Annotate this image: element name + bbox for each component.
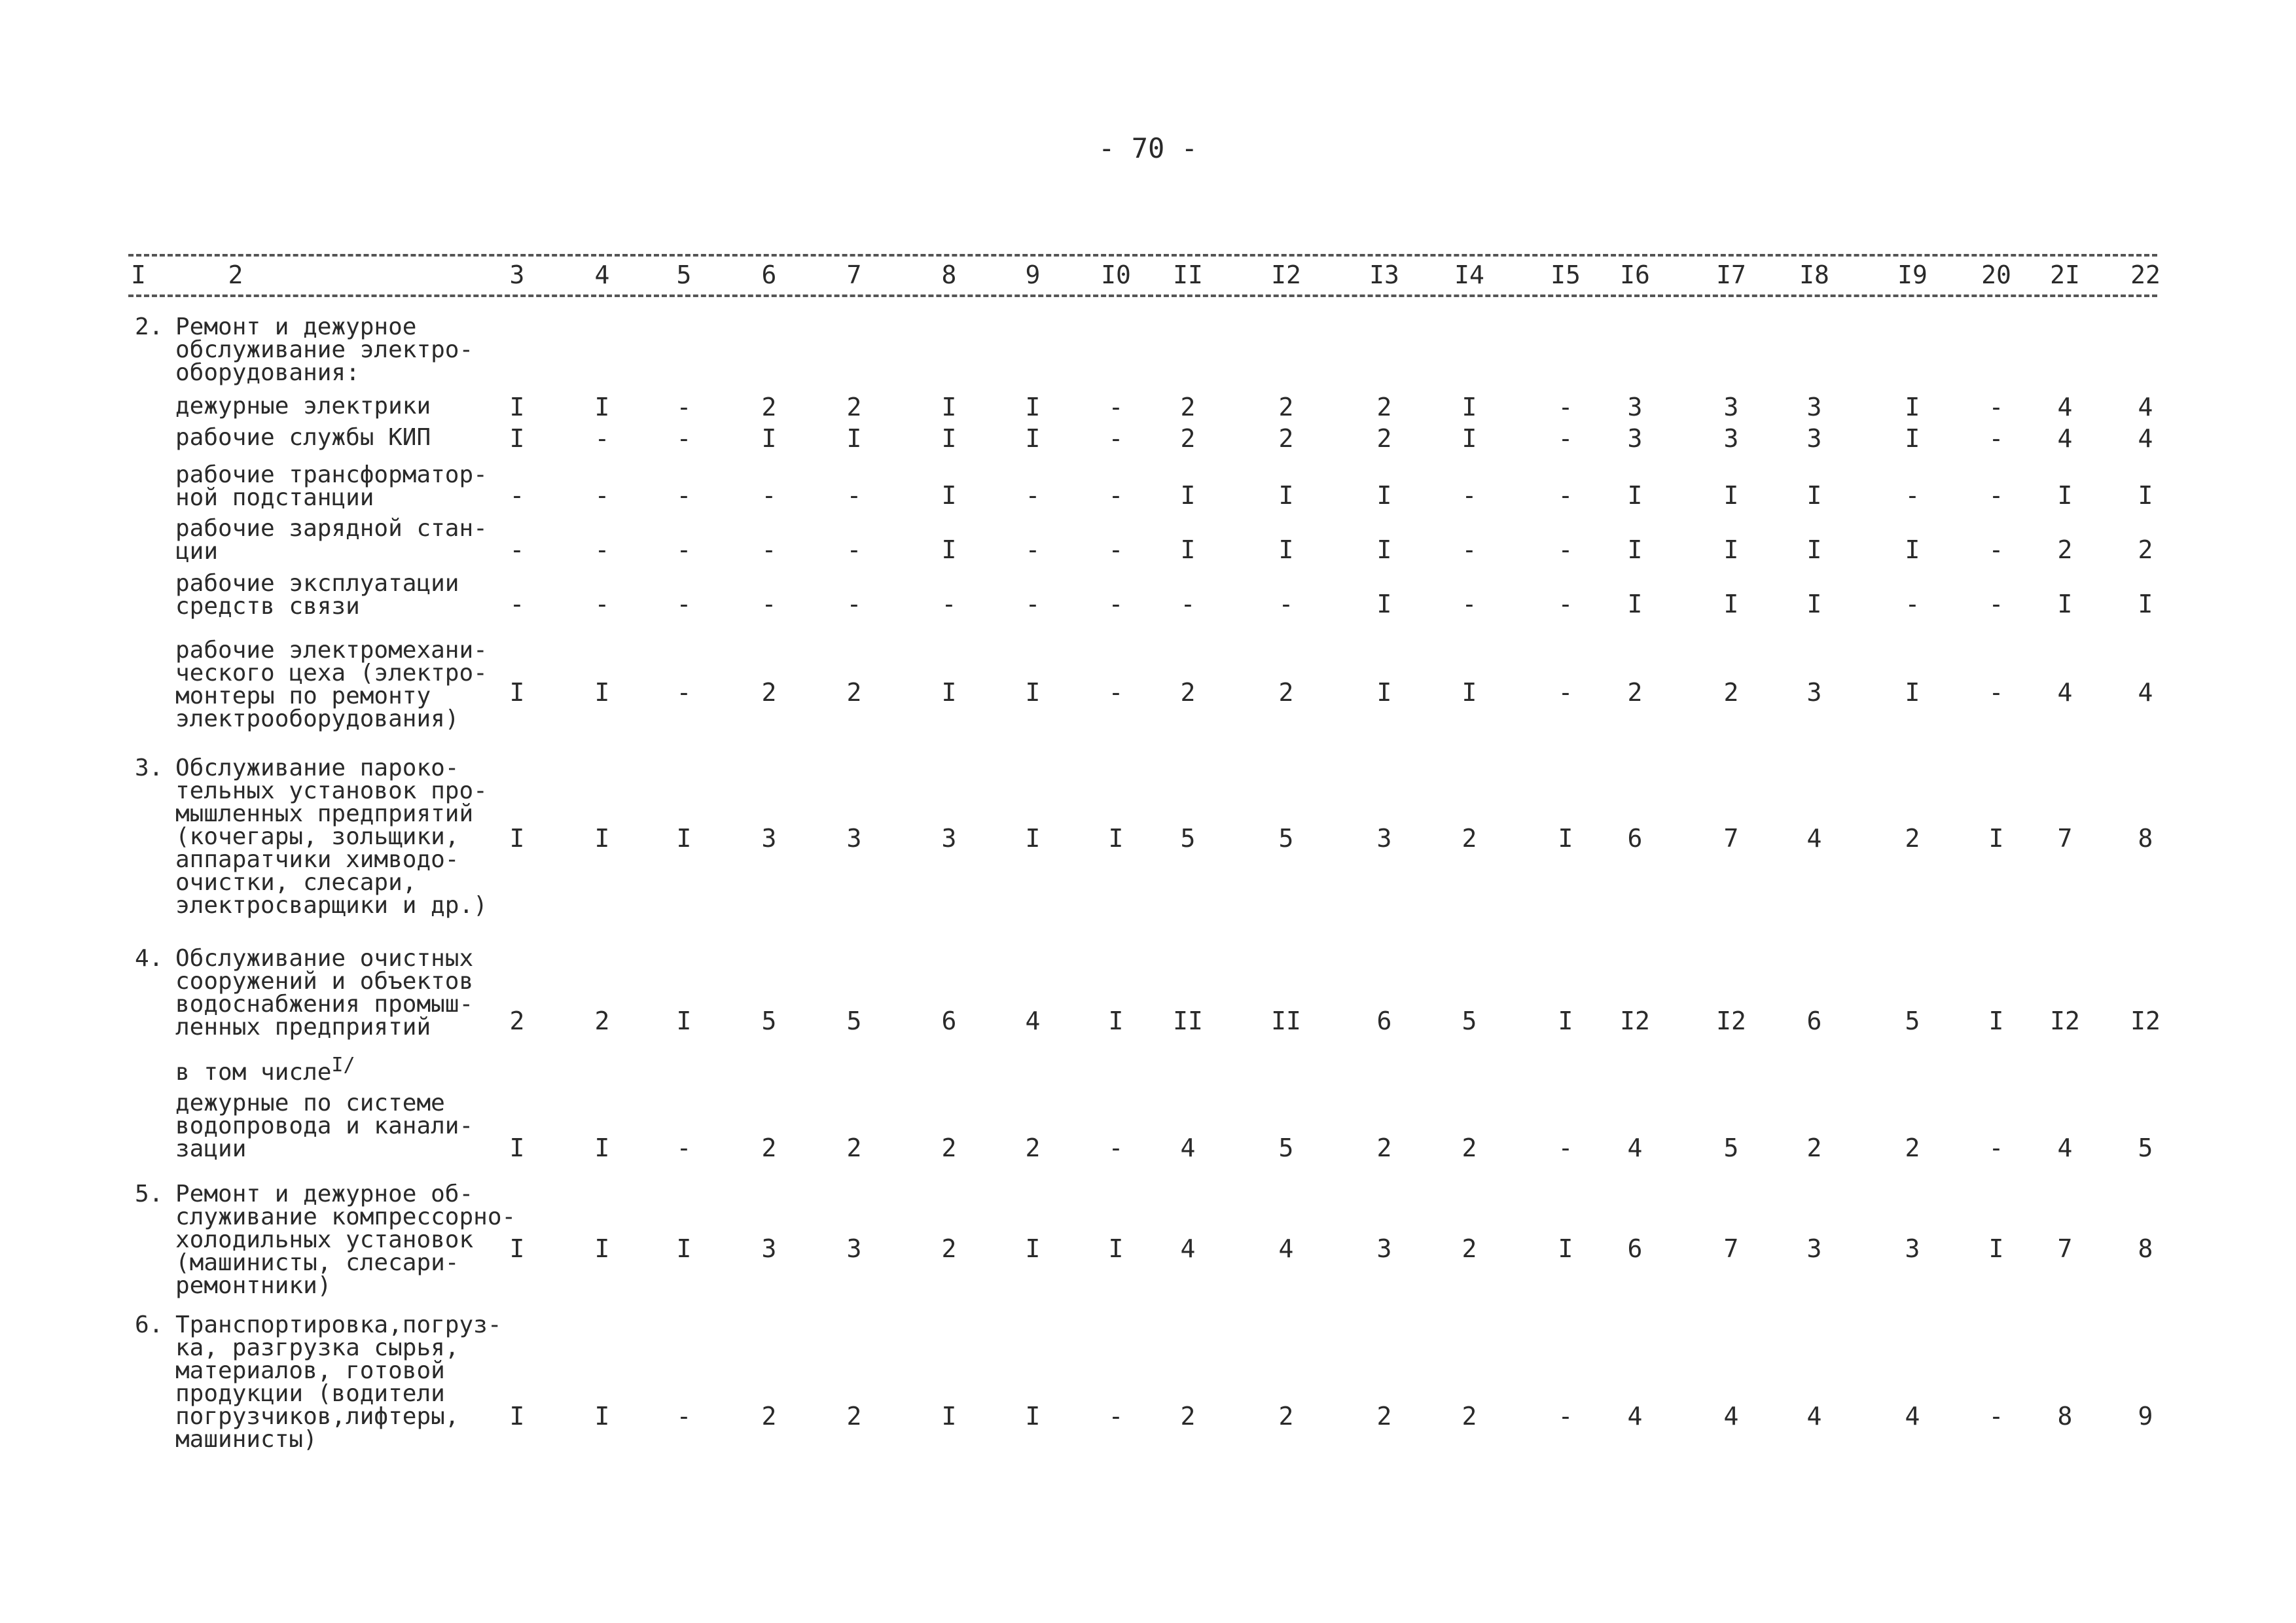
table-cell: 3 (761, 1234, 777, 1263)
table-cell: I2 (2050, 1007, 2080, 1035)
table-cell: 2 (1376, 393, 1392, 421)
table-cell: I (1108, 824, 1124, 853)
table-cell: - (594, 424, 610, 453)
table-cell: I (1025, 824, 1041, 853)
table-cell: 2 (1278, 424, 1294, 453)
table-cell: 5 (1278, 824, 1294, 853)
row-label-text: Обслуживание пароко- тельных установок про- мышленных предприятий (кочегары, зольщики, аппаратчики химводо- очистки, слесари, электросварщики и др.) (175, 755, 488, 919)
table-cell: 2 (941, 1234, 957, 1263)
column-header-8: 8 (941, 260, 957, 289)
table-cell: I (1025, 424, 1041, 453)
table-cell: 2 (941, 1133, 957, 1162)
table-cell: 8 (2138, 1234, 2153, 1263)
table-cell: - (1462, 590, 1477, 618)
row-number: 4. (135, 945, 164, 972)
table-cell: 2 (1278, 678, 1294, 707)
table-cell: I (1462, 678, 1477, 707)
table-cell: I (1376, 678, 1392, 707)
table-cell: 3 (761, 824, 777, 853)
row-label (175, 395, 431, 418)
table-cell: - (594, 590, 610, 618)
row-label-text: Ремонт и дежурное об- служивание компрессорно- холодильных установок (машинисты, слесари- ремонтники) (175, 1181, 516, 1299)
table-cell: I (1806, 590, 1822, 618)
table-cell: - (1108, 481, 1124, 510)
table-cell: I (1025, 1402, 1041, 1431)
footnote-marker: I/ (331, 1054, 355, 1077)
table-cell: 6 (1806, 1007, 1822, 1035)
table-cell: 2 (1025, 1133, 1041, 1162)
table-cell: 3 (1376, 824, 1392, 853)
table-cell: 4 (1723, 1402, 1739, 1431)
table-cell: 2 (1627, 678, 1643, 707)
table-cell: 2 (846, 1133, 862, 1162)
table-cell: 5 (846, 1007, 862, 1035)
table-cell: I (509, 1234, 525, 1263)
column-header-16: I6 (1620, 260, 1650, 289)
column-header-20: 20 (1981, 260, 2011, 289)
table-cell: 3 (1806, 424, 1822, 453)
row-number: 6. (135, 1311, 164, 1338)
table-cell: - (676, 481, 692, 510)
table-cell: I (2138, 590, 2153, 618)
table-cell: 2 (1180, 393, 1196, 421)
table-cell: - (676, 590, 692, 618)
table-cell: 4 (2138, 393, 2153, 421)
table-cell: I (1905, 535, 1920, 564)
column-header-11: II (1173, 260, 1203, 289)
row-label (135, 945, 474, 1041)
table-cell: 7 (2057, 1234, 2073, 1263)
table-cell: I (1905, 424, 1920, 453)
table-cell: 4 (2057, 678, 2073, 707)
table-cell: I (941, 1402, 957, 1431)
table-cell: 7 (1723, 824, 1739, 853)
table-cell: 2 (1278, 1402, 1294, 1431)
table-cell: - (1988, 678, 2004, 707)
table-cell: 2 (1806, 1133, 1822, 1162)
table-cell: 2 (1180, 424, 1196, 453)
table-cell: I (1376, 590, 1392, 618)
column-header-1: I (131, 260, 146, 289)
table-cell: - (1558, 393, 1573, 421)
column-header-4: 4 (594, 260, 610, 289)
table-cell: 3 (1806, 393, 1822, 421)
row-label-text: рабочие службы КИП (175, 424, 431, 451)
row-label (175, 517, 488, 563)
table-cell: 8 (2138, 824, 2153, 853)
table-cell: - (1558, 424, 1573, 453)
table-cell: I (1180, 535, 1196, 564)
table-cell: - (1558, 590, 1573, 618)
table-cell: - (509, 481, 525, 510)
row-label-text: рабочие зарядной стан- ции (175, 515, 488, 565)
table-cell: I (1905, 678, 1920, 707)
row-number: 3. (135, 755, 164, 781)
table-cell: - (1558, 678, 1573, 707)
table-cell: - (1988, 535, 2004, 564)
table-cell: I (1376, 481, 1392, 510)
table-cell: 2 (1462, 1234, 1477, 1263)
table-cell: - (1988, 590, 2004, 618)
table-cell: - (1025, 481, 1041, 510)
table-cell: I (1806, 481, 1822, 510)
table-cell: I (594, 824, 610, 853)
table-cell: 2 (1376, 1133, 1392, 1162)
table-cell: I (1627, 535, 1643, 564)
table-cell: - (676, 1133, 692, 1162)
table-cell: II (1271, 1007, 1301, 1035)
table-cell: I (509, 424, 525, 453)
column-header-6: 6 (761, 260, 777, 289)
table-cell: I (1723, 481, 1739, 510)
row-label (175, 1054, 355, 1084)
table-cell: 3 (1905, 1234, 1920, 1263)
table-cell: 7 (2057, 824, 2073, 853)
table-cell: - (594, 535, 610, 564)
table-cell: 4 (1025, 1007, 1041, 1035)
table-cell: 4 (1806, 1402, 1822, 1431)
table-cell: I (1723, 535, 1739, 564)
table-cell: I (1278, 481, 1294, 510)
table-cell: - (676, 393, 692, 421)
row-label-text: Транспортировка,погруз- ка, разгрузка сырья, материалов, готовой продукции (водители погрузчиков,лифтеры, машинисты) (175, 1311, 502, 1453)
table-cell: I (1806, 535, 1822, 564)
table-cell: I (509, 1402, 525, 1431)
table-cell: 2 (761, 678, 777, 707)
table-cell: 3 (1806, 678, 1822, 707)
table-cell: 5 (1905, 1007, 1920, 1035)
table-cell: I (941, 481, 957, 510)
table-cell: - (509, 590, 525, 618)
table-cell: - (1988, 393, 2004, 421)
table-cell: 2 (846, 678, 862, 707)
table-cell: 2 (1376, 1402, 1392, 1431)
table-cell: I (594, 1234, 610, 1263)
table-cell: - (1905, 481, 1920, 510)
column-header-7: 7 (846, 260, 862, 289)
table-cell: - (846, 590, 862, 618)
table-cell: I (509, 1133, 525, 1162)
table-cell: 3 (1627, 424, 1643, 453)
table-cell: I (676, 1007, 692, 1035)
table-cell: 2 (1462, 1402, 1477, 1431)
table-cell: 4 (1180, 1234, 1196, 1263)
table-cell: I (761, 424, 777, 453)
table-cell: - (761, 535, 777, 564)
table-cell: - (1558, 1402, 1573, 1431)
table-cell: 5 (2138, 1133, 2153, 1162)
table-cell: - (1108, 1133, 1124, 1162)
table-cell: I (594, 1133, 610, 1162)
table-cell: - (761, 590, 777, 618)
table-cell: - (1108, 590, 1124, 618)
row-label-text: рабочие электромехани- ческого цеха (электро- монтеры по ремонту электрооборудования) (175, 637, 488, 732)
table-cell: 2 (1180, 678, 1196, 707)
table-cell: 3 (1723, 424, 1739, 453)
table-cell: I (676, 824, 692, 853)
table-cell: 2 (509, 1007, 525, 1035)
table-cell: I (1988, 824, 2004, 853)
table-cell: 4 (1627, 1133, 1643, 1162)
table-cell: 3 (846, 1234, 862, 1263)
row-label-text: в том числе (175, 1059, 332, 1086)
table-cell: 3 (1806, 1234, 1822, 1263)
table-cell: 2 (761, 1133, 777, 1162)
table-cell: I (1025, 393, 1041, 421)
table-cell: 2 (1723, 678, 1739, 707)
table-cell: 5 (761, 1007, 777, 1035)
table-cell: - (1988, 424, 2004, 453)
page-number: - 70 - (1098, 132, 1198, 164)
table-cell: I (1278, 535, 1294, 564)
table-cell: I (1108, 1234, 1124, 1263)
table-cell: I (509, 824, 525, 853)
row-label-text: Ремонт и дежурное обслуживание электро- оборудования: (175, 313, 474, 386)
table-cell: 6 (1376, 1007, 1392, 1035)
table-cell: I2 (1716, 1007, 1746, 1035)
table-cell: - (1558, 481, 1573, 510)
table-cell: I (941, 678, 957, 707)
table-cell: - (1108, 424, 1124, 453)
table-cell: I (1180, 481, 1196, 510)
column-header-13: I3 (1369, 260, 1399, 289)
table-cell: - (1278, 590, 1294, 618)
table-cell: 4 (1905, 1402, 1920, 1431)
table-cell: 2 (1905, 1133, 1920, 1162)
table-cell: 3 (941, 824, 957, 853)
row-label (135, 1311, 502, 1453)
table-cell: I (509, 393, 525, 421)
table-cell: - (941, 590, 957, 618)
table-cell: 2 (2057, 535, 2073, 564)
table-cell: - (1905, 590, 1920, 618)
table-cell: - (1108, 393, 1124, 421)
column-header-21: 2I (2050, 260, 2080, 289)
table-cell: 9 (2138, 1402, 2153, 1431)
table-cell: 3 (1627, 393, 1643, 421)
table-cell: 2 (594, 1007, 610, 1035)
column-header-19: I9 (1897, 260, 1928, 289)
table-cell: I (1627, 590, 1643, 618)
table-cell: I (941, 535, 957, 564)
table-cell: I (2057, 590, 2073, 618)
table-cell: 2 (1905, 824, 1920, 853)
table-cell: 2 (1462, 824, 1477, 853)
table-cell: I (594, 678, 610, 707)
table-cell: 6 (941, 1007, 957, 1035)
table-cell: 2 (761, 393, 777, 421)
table-cell: - (1025, 590, 1041, 618)
table-cell: - (1988, 1133, 2004, 1162)
table-cell: 4 (1806, 824, 1822, 853)
row-label-text: дежурные электрики (175, 393, 431, 419)
table-cell: - (594, 481, 610, 510)
table-cell: - (676, 535, 692, 564)
table-cell: - (1558, 1133, 1573, 1162)
row-label (175, 463, 488, 509)
table-cell: I2 (1620, 1007, 1650, 1035)
column-header-5: 5 (676, 260, 692, 289)
row-label-text: дежурные по системе водопровода и канали- зации (175, 1090, 474, 1162)
row-label (175, 426, 431, 449)
table-cell: I (1376, 535, 1392, 564)
table-cell: - (846, 481, 862, 510)
table-cell: 4 (1278, 1234, 1294, 1263)
table-cell: 5 (1278, 1133, 1294, 1162)
table-cell: 2 (761, 1402, 777, 1431)
table-cell: I (941, 393, 957, 421)
table-top-rule (128, 254, 2157, 257)
table-cell: I (1988, 1234, 2004, 1263)
row-label (135, 1181, 516, 1299)
table-cell: 4 (2057, 393, 2073, 421)
table-cell: - (761, 481, 777, 510)
table-cell: I (1558, 1007, 1573, 1035)
table-cell: 6 (1627, 1234, 1643, 1263)
table-cell: 3 (1376, 1234, 1392, 1263)
table-cell: 2 (846, 393, 862, 421)
table-cell: - (1462, 535, 1477, 564)
column-header-22: 22 (2130, 260, 2161, 289)
table-cell: 2 (1376, 424, 1392, 453)
header-bottom-rule (128, 294, 2157, 297)
table-cell: I (1025, 678, 1041, 707)
column-header-18: I8 (1799, 260, 1829, 289)
table-cell: I (1723, 590, 1739, 618)
table-cell: 4 (2057, 424, 2073, 453)
row-label (135, 755, 488, 919)
table-cell: I (1905, 393, 1920, 421)
table-cell: - (676, 678, 692, 707)
column-header-3: 3 (509, 260, 525, 289)
table-cell: I (1627, 481, 1643, 510)
table-cell: - (1462, 481, 1477, 510)
table-cell: 5 (1180, 824, 1196, 853)
table-cell: I (1558, 1234, 1573, 1263)
column-header-14: I4 (1454, 260, 1484, 289)
table-cell: - (1108, 535, 1124, 564)
table-cell: I (1558, 824, 1573, 853)
table-cell: 3 (846, 824, 862, 853)
table-cell: - (676, 1402, 692, 1431)
table-cell: I (2057, 481, 2073, 510)
table-cell: I (846, 424, 862, 453)
table-cell: 4 (1627, 1402, 1643, 1431)
table-cell: 2 (846, 1402, 862, 1431)
row-label-text: Обслуживание очистных сооружений и объектов водоснабжения промыш- ленных предприятий (175, 945, 474, 1041)
table-cell: 2 (1462, 1133, 1477, 1162)
table-cell: I (509, 678, 525, 707)
row-label (175, 572, 459, 618)
table-cell: II (1173, 1007, 1203, 1035)
table-cell: I2 (2130, 1007, 2161, 1035)
row-number: 5. (135, 1181, 164, 1207)
table-cell: I (594, 1402, 610, 1431)
table-cell: I (1462, 424, 1477, 453)
column-header-12: I2 (1271, 260, 1301, 289)
table-cell: I (676, 1234, 692, 1263)
table-cell: I (1462, 393, 1477, 421)
table-cell: 4 (2138, 678, 2153, 707)
table-cell: 5 (1723, 1133, 1739, 1162)
table-cell: I (941, 424, 957, 453)
table-cell: - (1108, 678, 1124, 707)
table-cell: 4 (1180, 1133, 1196, 1162)
row-label-text: рабочие эксплуатации средств связи (175, 570, 459, 620)
table-cell: 4 (2138, 424, 2153, 453)
table-cell: I (1025, 1234, 1041, 1263)
table-cell: 6 (1627, 824, 1643, 853)
column-header-17: I7 (1716, 260, 1746, 289)
table-cell: I (594, 393, 610, 421)
column-header-10: I0 (1101, 260, 1131, 289)
table-cell: - (1558, 535, 1573, 564)
row-number: 2. (135, 313, 164, 340)
row-label-text: рабочие трансформатор- ной подстанции (175, 461, 488, 511)
table-cell: - (509, 535, 525, 564)
column-header-15: I5 (1551, 260, 1581, 289)
table-cell: 2 (2138, 535, 2153, 564)
table-cell: 2 (1180, 1402, 1196, 1431)
table-cell: 4 (2057, 1133, 2073, 1162)
table-cell: - (676, 424, 692, 453)
table-cell: - (1988, 1402, 2004, 1431)
row-label (135, 313, 474, 386)
table-cell: 3 (1723, 393, 1739, 421)
row-label (175, 1092, 473, 1160)
table-cell: - (1988, 481, 2004, 510)
table-cell: 8 (2057, 1402, 2073, 1431)
table-cell: I (1108, 1007, 1124, 1035)
table-cell: I (1988, 1007, 2004, 1035)
row-label (175, 639, 488, 730)
table-cell: - (1025, 535, 1041, 564)
column-header-2: 2 (228, 260, 243, 289)
table-cell: - (1108, 1402, 1124, 1431)
column-header-9: 9 (1025, 260, 1041, 289)
table-cell: I (2138, 481, 2153, 510)
table-cell: 7 (1723, 1234, 1739, 1263)
table-cell: - (846, 535, 862, 564)
table-cell: 2 (1278, 393, 1294, 421)
table-cell: - (1180, 590, 1196, 618)
table-cell: 5 (1462, 1007, 1477, 1035)
